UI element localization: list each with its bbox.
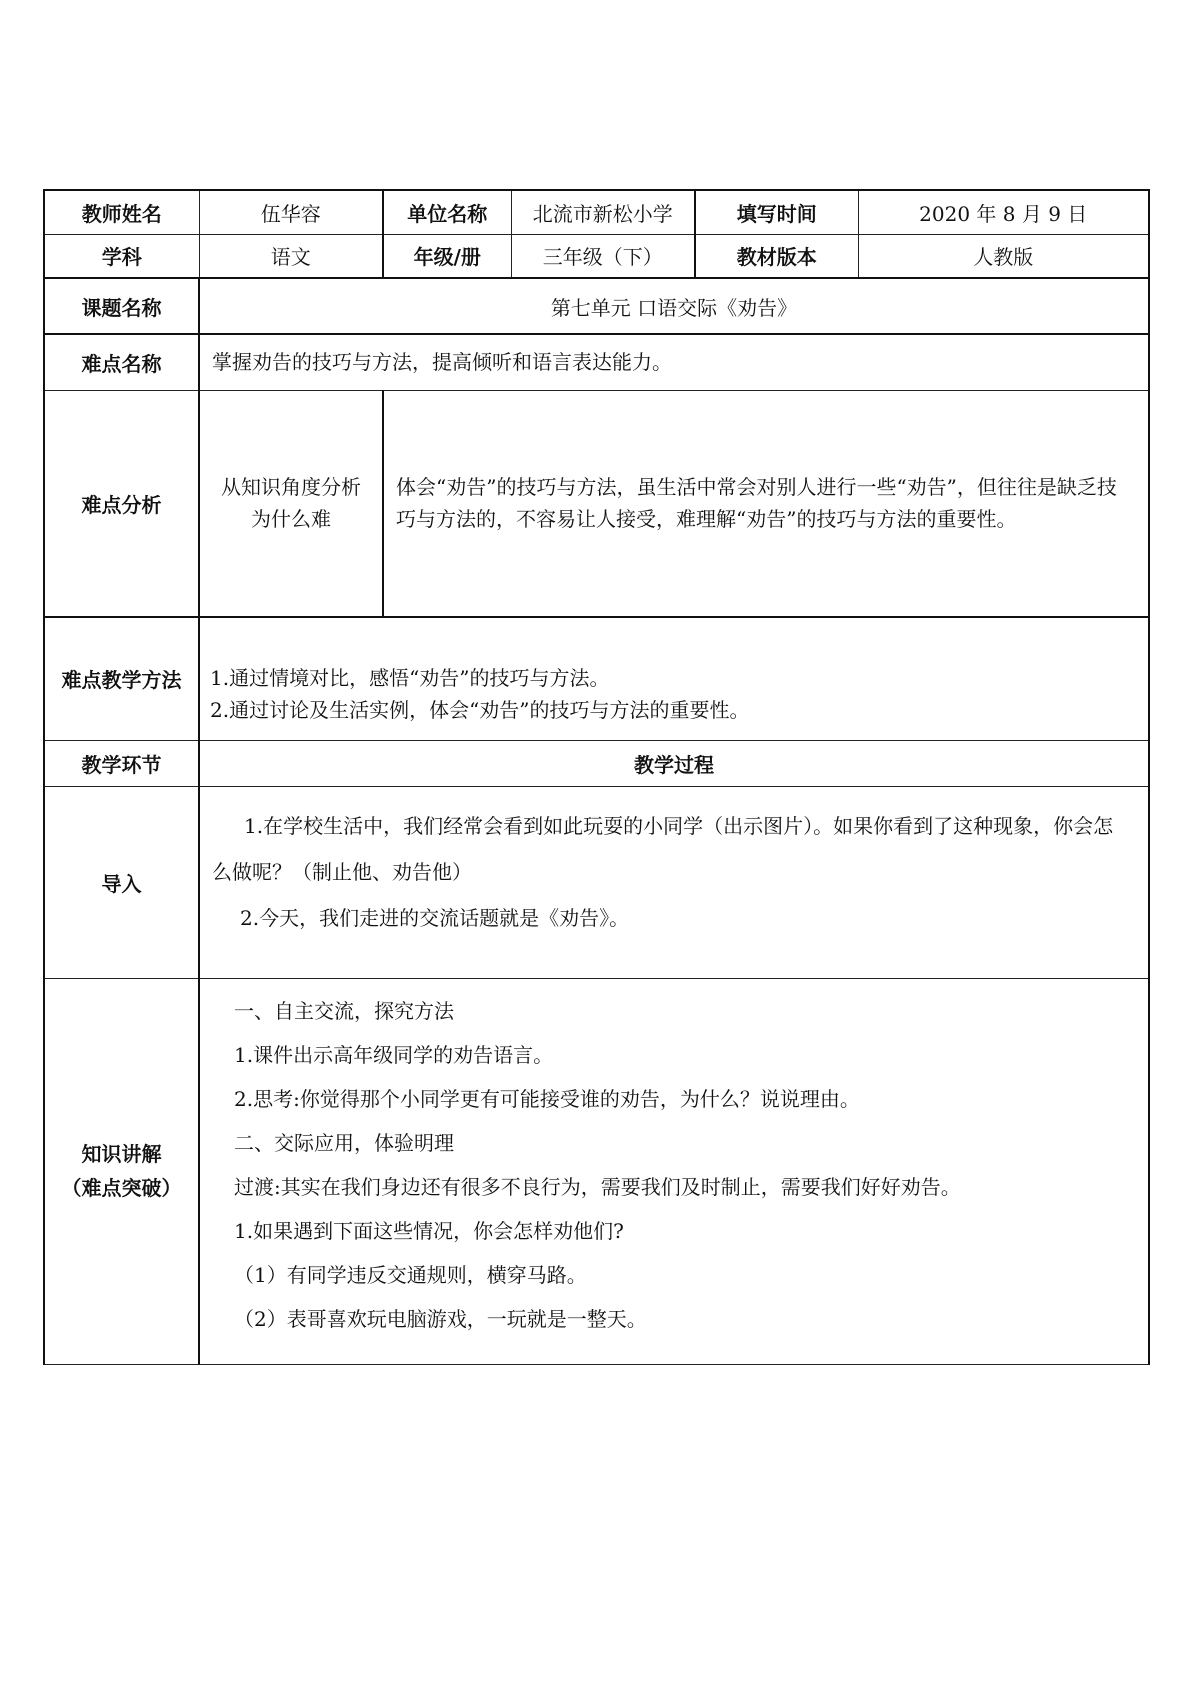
topic-row	[44, 278, 1149, 334]
difficulty-label: 难点名称	[44, 334, 199, 390]
header-row-2	[44, 234, 1149, 278]
grade-label: 年级/册	[383, 234, 511, 278]
subject-label: 学科	[44, 234, 199, 278]
knowledge-label-line-1: 知识讲解	[81, 1142, 162, 1166]
knowledge-line-6: 1.如果遇到下面这些情况，你会怎样劝他们?	[234, 1218, 624, 1243]
knowledge-label-line-2: （难点突破）	[61, 1176, 182, 1200]
knowledge-label	[44, 978, 199, 1364]
intro-line-1: 1.在学校生活中，我们经常会看到如此玩耍的小同学（出示图片）。如果你看到了这种现象，你会怎么做呢？（制止他、劝告他）	[212, 813, 1114, 884]
grade-value: 三年级（下）	[511, 234, 695, 278]
subject-value: 语文	[199, 234, 383, 278]
unit-label: 单位名称	[383, 190, 511, 234]
analysis-label: 难点分析	[44, 390, 199, 617]
process-label: 教学过程	[199, 740, 1149, 786]
intro-label: 导入	[44, 786, 199, 978]
teacher-name: 伍华容	[199, 190, 383, 234]
difficulty-value: 掌握劝告的技巧与方法，提高倾听和语言表达能力。	[212, 350, 672, 375]
lesson-plan-table	[43, 189, 1150, 1365]
process-header-row	[44, 740, 1149, 786]
intro-line-2: 2.今天，我们走进的交流话题就是《劝告》。	[240, 905, 630, 930]
knowledge-line-8: （2）表哥喜欢玩电脑游戏，一玩就是一整天。	[234, 1306, 647, 1331]
header-row-1	[44, 190, 1149, 234]
stage-label: 教学环节	[44, 740, 199, 786]
knowledge-line-7: （1）有同学违反交通规则，横穿马路。	[234, 1262, 587, 1287]
knowledge-line-3: 2.思考:你觉得那个小同学更有可能接受谁的劝告，为什么？说说理由。	[234, 1086, 860, 1111]
date-label: 填写时间	[695, 190, 858, 234]
analysis-row	[44, 390, 1149, 617]
method-label: 难点教学方法	[44, 617, 199, 740]
analysis-sub-label: 从知识角度分析为什么难	[221, 475, 361, 532]
intro-row	[44, 786, 1149, 978]
analysis-text: 体会“劝告”的技巧与方法，虽生活中常会对别人进行一些“劝告”，但往往是缺乏技巧与方法的，不容易让人接受，难理解“劝告”的技巧与方法的重要性。	[396, 475, 1117, 532]
lesson-plan-page	[43, 189, 1148, 1365]
topic-value: 第七单元 口语交际《劝告》	[199, 278, 1149, 334]
method-row	[44, 617, 1149, 740]
knowledge-line-5: 过渡:其实在我们身边还有很多不良行为，需要我们及时制止，需要我们好好劝告。	[234, 1174, 961, 1199]
date-value: 2020 年 8 月 9 日	[858, 190, 1149, 234]
topic-label: 课题名称	[44, 278, 199, 334]
knowledge-line-4: 二、交际应用，体验明理	[234, 1130, 454, 1155]
edition-label: 教材版本	[695, 234, 858, 278]
edition-value: 人教版	[858, 234, 1149, 278]
knowledge-row	[44, 978, 1149, 1364]
teacher-label: 教师姓名	[44, 190, 199, 234]
difficulty-row	[44, 334, 1149, 390]
unit-name: 北流市新松小学	[511, 190, 695, 234]
knowledge-line-1: 一、自主交流，探究方法	[234, 998, 454, 1023]
method-line-2: 2.通过讨论及生活实例，体会“劝告”的技巧与方法的重要性。	[210, 698, 750, 722]
method-line-1: 1.通过情境对比，感悟“劝告”的技巧与方法。	[210, 666, 610, 690]
knowledge-line-2: 1.课件出示高年级同学的劝告语言。	[234, 1042, 554, 1067]
